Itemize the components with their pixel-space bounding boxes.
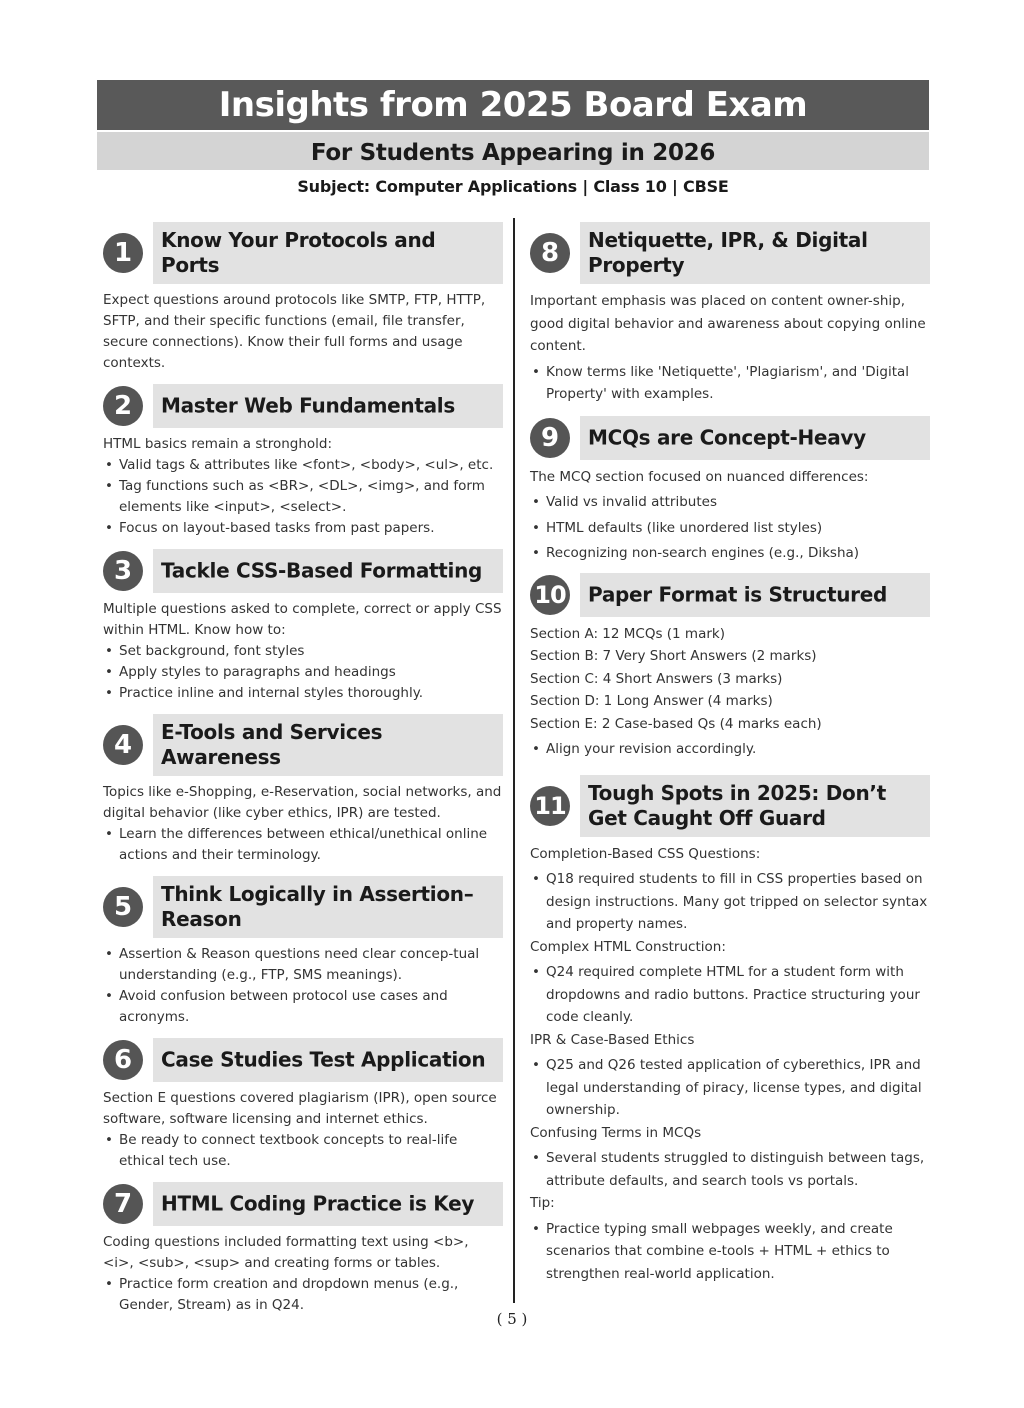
section-title: Netiquette, IPR, & Digital Property bbox=[588, 228, 868, 277]
list-item: • Recognizing non-search engines (e.g., Diksha) bbox=[546, 542, 930, 565]
section-number-badge: 11 bbox=[530, 786, 570, 826]
section-paragraph: Multiple questions asked to complete, correct or apply CSS within HTML. Know how to: bbox=[103, 601, 502, 638]
section-5 bbox=[103, 876, 503, 1028]
section-line: Section E: 2 Case-based Qs (4 marks each) bbox=[530, 715, 822, 732]
left-column bbox=[103, 222, 503, 1316]
page-number: ( 5 ) bbox=[496, 1310, 528, 1328]
page-title: Insights from 2025 Board Exam bbox=[97, 80, 929, 130]
section-paragraph: Expect questions around protocols like SMTP, FTP, HTTP, SFTP, and their specific functions (email, file transfer, secure connections). Know their full forms and usage contexts. bbox=[103, 292, 486, 371]
group-label: Completion-Based CSS Questions: bbox=[530, 845, 761, 862]
list-item: • Practice inline and internal styles thoroughly. bbox=[119, 683, 503, 704]
section-title: Think Logically in Assertion–Reason bbox=[161, 882, 474, 931]
list-item: • Practice typing small webpages weekly, and create scenarios that combine e-tools + HTML + ethics to strengthen real-world application. bbox=[546, 1218, 930, 1286]
list-item: • Know terms like 'Netiquette', 'Plagiarism', and 'Digital Property' with examples. bbox=[546, 361, 930, 406]
list-item: • Q24 required complete HTML for a student form with dropdowns and radio buttons. Practice structuring your code cleanly. bbox=[546, 961, 930, 1029]
section-paragraph: Section E questions covered plagiarism (IPR), open source software, software licensing and internet ethics. bbox=[103, 1090, 497, 1127]
list-item: • Avoid confusion between protocol use cases and acronyms. bbox=[119, 986, 503, 1028]
group-label: Complex HTML Construction: bbox=[530, 938, 726, 955]
section-8 bbox=[530, 222, 930, 406]
section-header bbox=[530, 222, 930, 284]
section-header bbox=[530, 416, 930, 460]
section-header bbox=[103, 876, 503, 938]
section-paragraph: HTML basics remain a stronghold: bbox=[103, 436, 333, 452]
section-line: Section D: 1 Long Answer (4 marks) bbox=[530, 693, 773, 709]
section-paragraph: Topics like e-Shopping, e-Reservation, social networks, and digital behavior (like cyber ethics, IPR) are tested. bbox=[103, 784, 502, 821]
list-item: • Tag functions such as <BR>, <DL>, <img>, and form elements like <input>, <select>. bbox=[119, 476, 503, 518]
column-divider bbox=[513, 218, 515, 1303]
section-9 bbox=[530, 416, 930, 565]
section-7 bbox=[103, 1182, 503, 1316]
list-item: • Learn the differences between ethical/unethical online actions and their terminology. bbox=[119, 824, 503, 866]
section-10 bbox=[530, 573, 930, 761]
section-2 bbox=[103, 384, 503, 539]
group-label: Confusing Terms in MCQs bbox=[530, 1124, 702, 1141]
section-header bbox=[530, 573, 930, 617]
section-3 bbox=[103, 549, 503, 704]
section-paragraph: Coding questions included formatting text using <b>, <i>, <sub>, <sup> and creating forms or tables. bbox=[103, 1234, 469, 1271]
subject-line: Subject: Computer Applications | Class 10 | CBSE bbox=[297, 177, 729, 196]
section-header bbox=[103, 1038, 503, 1082]
section-number-badge: 1 bbox=[103, 233, 143, 273]
list-item: • Q25 and Q26 tested application of cyberethics, IPR and legal understanding of piracy, license types, and digital ownership. bbox=[546, 1054, 930, 1122]
section-paragraph: The MCQ section focused on nuanced differences: bbox=[530, 468, 869, 485]
section-4 bbox=[103, 714, 503, 866]
section-number-badge: 2 bbox=[103, 386, 143, 426]
section-header bbox=[103, 222, 503, 284]
section-header bbox=[103, 1182, 503, 1226]
list-item: • Practice form creation and dropdown menus (e.g., Gender, Stream) as in Q24. bbox=[119, 1274, 503, 1316]
group-label: Tip: bbox=[530, 1195, 555, 1211]
section-title: Know Your Protocols and Ports bbox=[161, 228, 436, 277]
section-title: Tough Spots in 2025: Don’t Get Caught Off Guard bbox=[588, 780, 886, 830]
section-title: Paper Format is Structured bbox=[588, 582, 888, 606]
section-line: Section B: 7 Very Short Answers (2 marks) bbox=[530, 648, 817, 664]
section-number-badge: 4 bbox=[103, 725, 143, 765]
list-item: • Set background, font styles bbox=[119, 641, 503, 662]
list-item: • Assertion & Reason questions need clear concep-tual understanding (e.g., FTP, SMS meanings). bbox=[119, 944, 503, 986]
list-item: • Align your revision accordingly. bbox=[546, 738, 930, 761]
right-column bbox=[530, 222, 930, 1285]
list-item: • Focus on layout-based tasks from past papers. bbox=[119, 518, 503, 539]
section-11 bbox=[530, 775, 930, 1286]
section-header bbox=[530, 775, 930, 837]
section-title: Case Studies Test Application bbox=[161, 1047, 486, 1072]
list-item: • Be ready to connect textbook concepts to real-life ethical tech use. bbox=[119, 1130, 503, 1172]
group-label: IPR & Case-Based Ethics bbox=[530, 1031, 695, 1048]
list-item: • Valid vs invalid attributes bbox=[546, 491, 930, 514]
section-title: E-Tools and Services Awareness bbox=[161, 720, 383, 769]
section-number-badge: 6 bbox=[103, 1040, 143, 1080]
list-item: • Apply styles to paragraphs and headings bbox=[119, 662, 503, 683]
section-number-badge: 8 bbox=[530, 233, 570, 273]
page-subtitle: For Students Appearing in 2026 bbox=[97, 132, 929, 170]
section-header bbox=[103, 549, 503, 593]
section-title: MCQs are Concept-Heavy bbox=[588, 425, 866, 449]
list-item: • Q18 required students to fill in CSS properties based on design instructions. Many got tripped on selector syntax and property names. bbox=[546, 868, 930, 936]
section-6 bbox=[103, 1038, 503, 1172]
section-paragraph: Important emphasis was placed on content owner-ship, good digital behavior and awareness about copying online content. bbox=[530, 293, 926, 354]
section-title: HTML Coding Practice is Key bbox=[161, 1191, 475, 1216]
section-1 bbox=[103, 222, 503, 374]
section-header bbox=[103, 714, 503, 776]
section-header bbox=[103, 384, 503, 428]
section-number-badge: 3 bbox=[103, 551, 143, 591]
section-line: Section C: 4 Short Answers (3 marks) bbox=[530, 670, 783, 687]
section-number-badge: 10 bbox=[530, 575, 570, 615]
section-title: Master Web Fundamentals bbox=[161, 393, 455, 418]
section-line: Section A: 12 MCQs (1 mark) bbox=[530, 625, 725, 642]
section-number-badge: 7 bbox=[103, 1184, 143, 1224]
list-item: • Valid tags & attributes like <font>, <body>, <ul>, etc. bbox=[119, 455, 503, 476]
list-item: • HTML defaults (like unordered list styles) bbox=[546, 517, 930, 540]
section-number-badge: 5 bbox=[103, 887, 143, 927]
list-item: • Several students struggled to distinguish between tags, attribute defaults, and search tools vs portals. bbox=[546, 1147, 930, 1192]
section-number-badge: 9 bbox=[530, 418, 570, 458]
section-title: Tackle CSS-Based Formatting bbox=[161, 558, 483, 583]
